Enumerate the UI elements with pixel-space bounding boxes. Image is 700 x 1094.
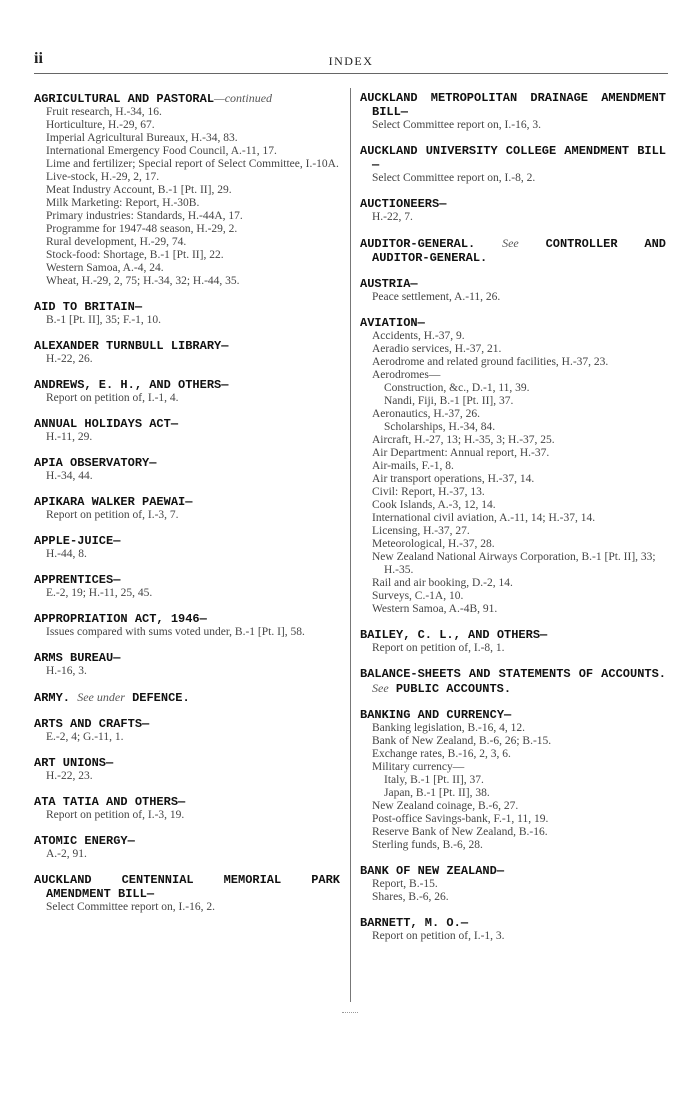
sub-entry: B.-1 [Pt. II], 35; F.-1, 10. (46, 314, 162, 326)
sub-entry: Report on petition of, I.-1, 4. (46, 392, 179, 404)
index-entry (34, 612, 340, 639)
sub-entry: Exchange rates, B.-16, 2, 3, 6. (372, 748, 511, 760)
sub-entry: Horticulture, H.-29, 67. (46, 119, 155, 131)
index-entry (34, 690, 340, 705)
heading-text: APPRENTICES— (34, 573, 121, 587)
entry-heading (360, 236, 666, 265)
sub-entry: Aircraft, H.-27, 13; H.-35, 3; H.-37, 25. (372, 434, 555, 446)
index-entry (360, 628, 666, 655)
heading-text: AID TO BRITAIN— (34, 300, 143, 314)
entry-heading (34, 795, 340, 809)
sub-entry: Report on petition of, I.-1, 3. (372, 930, 505, 942)
entry-heading (34, 612, 340, 626)
heading-text: APIKARA WALKER PAEWAI— (34, 495, 193, 509)
sub-entry: Banking legislation, B.-16, 4, 12. (372, 722, 526, 734)
sub-entry: Aerodromes— (372, 369, 441, 381)
column-divider (350, 88, 351, 1002)
heading-text: ANDREWS, E. H., AND OTHERS— (34, 378, 229, 392)
heading-text: ART UNIONS— (34, 756, 114, 770)
heading-text: APPLE-JUICE— (34, 534, 121, 548)
sub-entry: Shares, B.-6, 26. (372, 891, 449, 903)
heading-text: BARNETT, M. O.— (360, 916, 469, 930)
sub-entry: Licensing, H.-37, 27. (372, 525, 470, 537)
sub-entry: H.-22, 26. (46, 353, 93, 365)
sub-entry: E.-2, 19; H.-11, 25, 45. (46, 587, 153, 599)
heading-text: AVIATION— (360, 316, 425, 330)
sub-entry: Meteorological, H.-37, 28. (372, 538, 495, 550)
sub-entry: A.-2, 91. (46, 848, 87, 860)
sub-entry: Stock-food: Shortage, B.-1 [Pt. II], 22. (46, 249, 224, 261)
index-entry (34, 573, 340, 600)
sub-entry: Aeronautics, H.-37, 26. (372, 408, 480, 420)
sub-entry: Select Committee report on, I.-8, 2. (372, 172, 536, 184)
entry-heading (34, 417, 340, 431)
see-reference: See under (77, 690, 125, 704)
index-entry (360, 316, 666, 616)
sub-entry: Aeradio services, H.-37, 21. (372, 343, 502, 355)
index-entry (34, 834, 340, 861)
sub-entry: Primary industries: Standards, H.-44A, 17. (46, 210, 243, 222)
running-title: INDEX (328, 54, 374, 68)
sub-entry: Milk Marketing: Report, H.-30B. (46, 197, 200, 209)
right-column (360, 91, 666, 955)
entry-heading (360, 277, 666, 291)
left-column (34, 91, 340, 926)
entry-heading (34, 717, 340, 731)
page-number: ii (34, 50, 43, 67)
entry-heading (360, 916, 666, 930)
entry-heading (34, 495, 340, 509)
sub-entry: Meat Industry Account, B.-1 [Pt. II], 29. (46, 184, 232, 196)
sub-entry: H.-22, 7. (372, 211, 413, 223)
see-target: DEFENCE. (132, 691, 190, 705)
heading-text: AUDITOR-GENERAL. (360, 237, 476, 251)
sub-entry: Report on petition of, I.-3, 19. (46, 809, 185, 821)
sub-entry: Western Samoa, A.-4B, 91. (372, 603, 498, 615)
sub-entry: Select Committee report on, I.-16, 2. (46, 901, 215, 913)
sub-entry: Scholarships, H.-34, 84. (384, 421, 496, 433)
sub-entry: Sterling funds, B.-6, 28. (372, 839, 483, 851)
heading-text: ARTS AND CRAFTS— (34, 717, 150, 731)
heading-text: APIA OBSERVATORY— (34, 456, 157, 470)
heading-text: BALANCE-SHEETS AND STATEMENTS OF ACCOUNTS. (360, 667, 666, 681)
heading-text: ATOMIC ENERGY— (34, 834, 135, 848)
index-entry (34, 717, 340, 744)
entry-heading (360, 667, 666, 696)
sub-entry: New Zealand coinage, B.-6, 27. (372, 800, 519, 812)
sub-entry: Bank of New Zealand, B.-6, 26; B.-15. (372, 735, 552, 747)
sub-entry: Japan, B.-1 [Pt. II], 38. (384, 787, 490, 799)
entry-heading (34, 573, 340, 587)
heading-text: APPROPRIATION ACT, 1946— (34, 612, 207, 626)
entry-heading (360, 628, 666, 642)
index-entry (360, 667, 666, 696)
sub-entry: Wheat, H.-29, 2, 75; H.-34, 32; H.-44, 35. (46, 275, 240, 287)
heading-text: AUCTIONEERS— (360, 197, 447, 211)
sub-entry: New Zealand National Airways Corporation, B.-1 [Pt. II], 33; H.-35. (372, 551, 656, 576)
sub-entry: Issues compared with sums voted under, B.-1 [Pt. I], 58. (46, 626, 305, 638)
sub-entry: Construction, &c., D.-1, 11, 39. (384, 382, 530, 394)
heading-continued: —continued (214, 91, 273, 105)
sub-entry: Peace settlement, A.-11, 26. (372, 291, 501, 303)
sub-entry: H.-34, 44. (46, 470, 93, 482)
sub-entry: Military currency— (372, 761, 465, 773)
index-entry (34, 339, 340, 366)
index-entry (360, 916, 666, 943)
heading-text: ARMY. (34, 691, 71, 705)
entry-heading (360, 864, 666, 878)
heading-text: AUCKLAND CENTENNIAL MEMORIAL PARK AMENDMENT BILL— (34, 873, 340, 901)
sub-entry: Reserve Bank of New Zealand, B.-16. (372, 826, 548, 838)
heading-text: ATA TATIA AND OTHERS— (34, 795, 186, 809)
sub-entry: Western Samoa, A.-4, 24. (46, 262, 164, 274)
page-header (34, 50, 668, 70)
sub-entry: Nandi, Fiji, B.-1 [Pt. II], 37. (384, 395, 514, 407)
sub-entry: Air-mails, F.-1, 8. (372, 460, 454, 472)
index-entry (34, 300, 340, 327)
sub-entry: H.-11, 29. (46, 431, 93, 443)
footer-mark (342, 1012, 358, 1013)
entry-heading (360, 91, 666, 119)
sub-entry: Lime and fertilizer; Special report of Select Committee, I.-10A. (46, 158, 339, 170)
sub-entry: Rural development, H.-29, 74. (46, 236, 187, 248)
entry-heading (360, 197, 666, 211)
sub-entry: Air Department: Annual report, H.-37. (372, 447, 550, 459)
index-entry (34, 417, 340, 444)
see-reference: See (502, 236, 519, 250)
index-entry (360, 277, 666, 304)
sub-entry: Post-office Savings-bank, F.-1, 11, 19. (372, 813, 549, 825)
entry-heading (34, 456, 340, 470)
heading-text: ALEXANDER TURNBULL LIBRARY— (34, 339, 229, 353)
sub-entry: Rail and air booking, D.-2, 14. (372, 577, 513, 589)
see-target: PUBLIC ACCOUNTS. (395, 682, 512, 696)
index-entry (34, 534, 340, 561)
index-entry (34, 495, 340, 522)
sub-entry: Surveys, C.-1A, 10. (372, 590, 464, 602)
index-entry (360, 144, 666, 185)
sub-entry: H.-16, 3. (46, 665, 87, 677)
heading-text: AUCKLAND METROPOLITAN DRAINAGE AMENDMENT BILL— (360, 91, 666, 119)
entry-heading (34, 873, 340, 901)
sub-entry: Programme for 1947-48 season, H.-29, 2. (46, 223, 238, 235)
index-entry (34, 456, 340, 483)
sub-entry: Report on petition of, I.-3, 7. (46, 509, 179, 521)
index-entry (360, 236, 666, 265)
entry-heading (34, 91, 340, 106)
index-entry (360, 91, 666, 132)
index-entry (34, 756, 340, 783)
sub-entry: Report, B.-15. (372, 878, 438, 890)
sub-entry: Civil: Report, H.-37, 13. (372, 486, 485, 498)
sub-entry: International Emergency Food Council, A.-11, 17. (46, 145, 277, 157)
index-entry (34, 91, 340, 288)
sub-entry: Fruit research, H.-34, 16. (46, 106, 162, 118)
see-target: CONTROLLER AND AUDITOR-GENERAL. (372, 237, 667, 265)
sub-entry: Report on petition of, I.-8, 1. (372, 642, 505, 654)
header-rule (34, 73, 668, 74)
sub-entry: Select Committee report on, I.-16, 3. (372, 119, 541, 131)
heading-text: ANNUAL HOLIDAYS ACT— (34, 417, 179, 431)
sub-entry: Live-stock, H.-29, 2, 17. (46, 171, 160, 183)
entry-heading (34, 834, 340, 848)
entry-heading (360, 316, 666, 330)
sub-entry: Air transport operations, H.-37, 14. (372, 473, 535, 485)
sub-entry: International civil aviation, A.-11, 14; H.-37, 14. (372, 512, 596, 524)
sub-entry: Cook Islands, A.-3, 12, 14. (372, 499, 496, 511)
sub-entry: H.-44, 8. (46, 548, 87, 560)
entry-heading (34, 339, 340, 353)
index-entry (34, 873, 340, 914)
sub-entry: Italy, B.-1 [Pt. II], 37. (384, 774, 484, 786)
sub-entry: Imperial Agricultural Bureaux, H.-34, 83. (46, 132, 238, 144)
entry-heading (360, 708, 666, 722)
see-reference: See (372, 681, 389, 695)
entry-heading (34, 690, 340, 705)
index-entry (360, 708, 666, 852)
index-entry (360, 197, 666, 224)
entry-heading (360, 144, 666, 172)
index-entry (34, 651, 340, 678)
entry-heading (34, 756, 340, 770)
index-entry (360, 864, 666, 904)
entry-heading (34, 534, 340, 548)
sub-entry: H.-22, 23. (46, 770, 93, 782)
heading-text: AUSTRIA— (360, 277, 418, 291)
heading-text: AGRICULTURAL AND PASTORAL (34, 92, 215, 106)
sub-entry: Aerodrome and related ground facilities, H.-37, 23. (372, 356, 609, 368)
heading-text: BANKING AND CURRENCY— (360, 708, 512, 722)
heading-text: BAILEY, C. L., AND OTHERS— (360, 628, 548, 642)
heading-text: BANK OF NEW ZEALAND— (360, 864, 505, 878)
heading-text: AUCKLAND UNIVERSITY COLLEGE AMENDMENT BILL— (360, 144, 666, 172)
index-entry (34, 378, 340, 405)
index-entry (34, 795, 340, 822)
sub-entry: Accidents, H.-37, 9. (372, 330, 465, 342)
heading-text: ARMS BUREAU— (34, 651, 121, 665)
entry-heading (34, 300, 340, 314)
sub-entry: E.-2, 4; G.-11, 1. (46, 731, 124, 743)
entry-heading (34, 378, 340, 392)
entry-heading (34, 651, 340, 665)
